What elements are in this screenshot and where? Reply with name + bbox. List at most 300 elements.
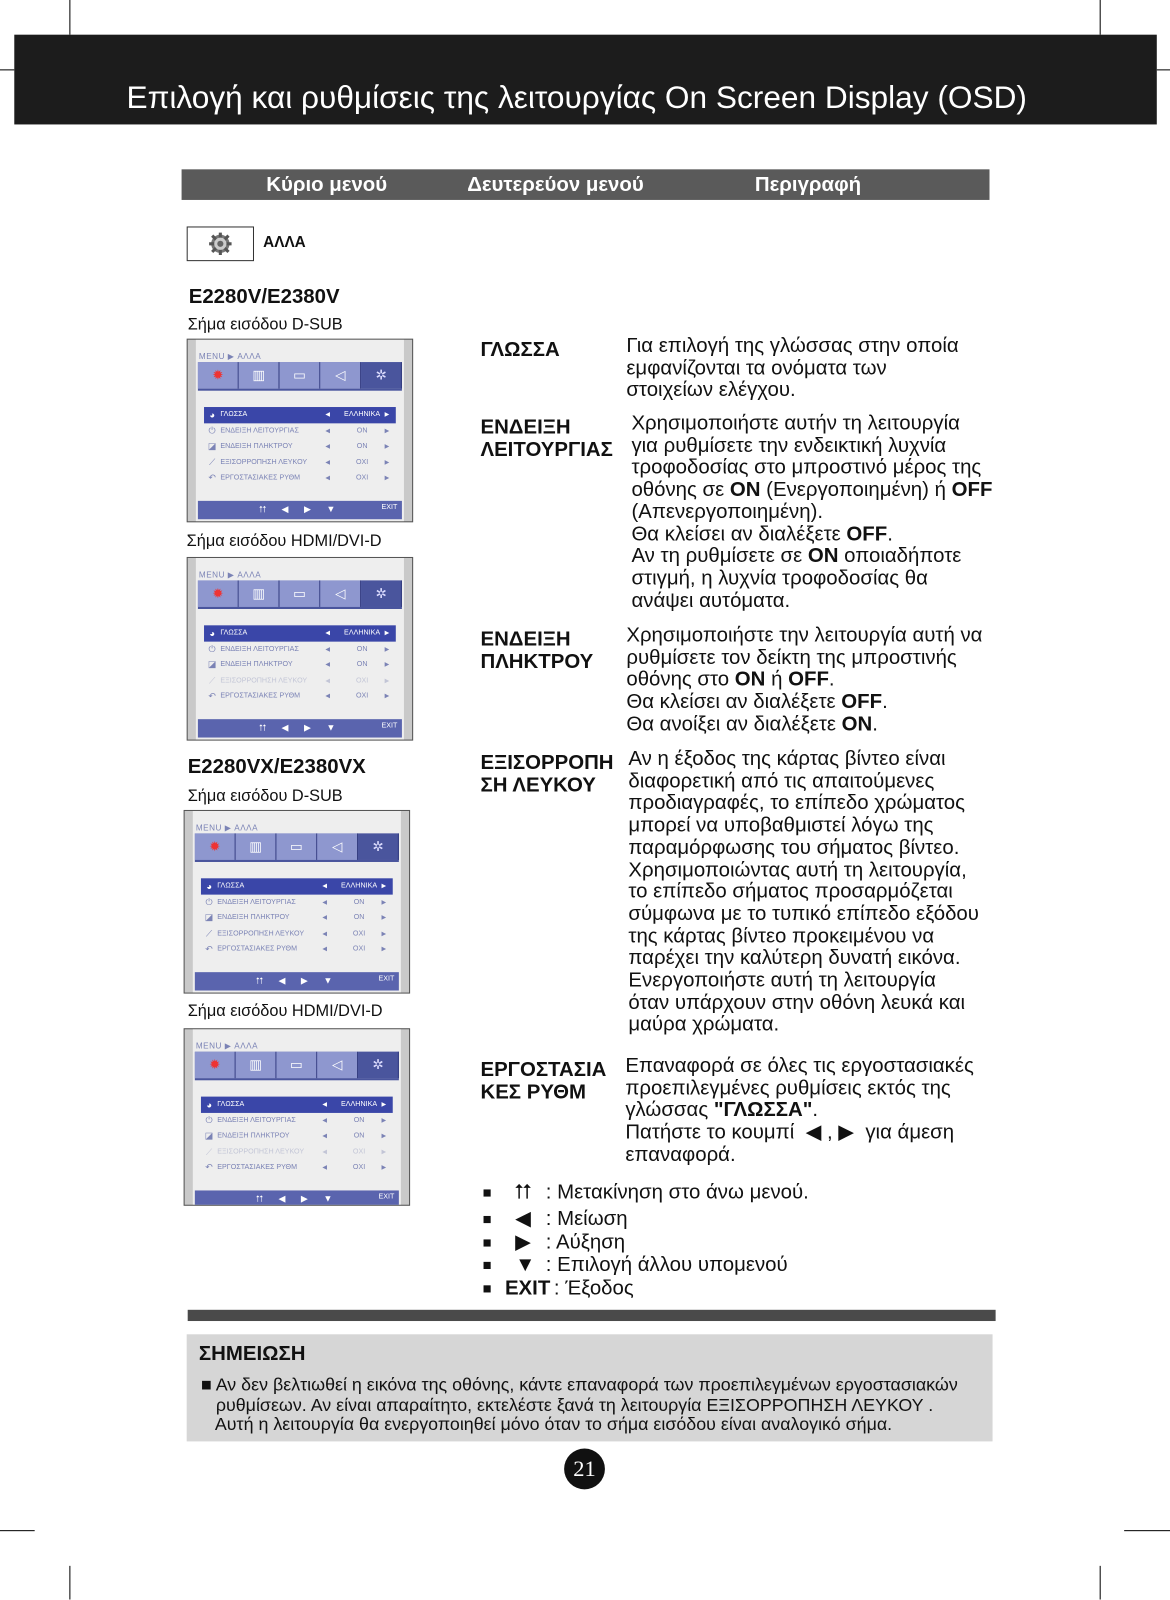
osd-row-name: ΕΝΔΕΙΞΗ ΛΕΙΤΟΥΡΓΙΑΣ bbox=[220, 427, 299, 435]
bold-text: ON bbox=[841, 712, 873, 736]
osd-row bbox=[201, 1112, 393, 1128]
legend-item bbox=[484, 1205, 628, 1231]
text: οθόνης στο bbox=[626, 668, 735, 692]
bold-text: "ΓΛΩΣΣΑ" bbox=[713, 1099, 813, 1122]
bold-text: OFF bbox=[788, 668, 829, 692]
right-arrow-icon: ▶ bbox=[300, 1193, 308, 1204]
left-arrow-icon: ◀ bbox=[322, 1101, 328, 1109]
text: εμφανίζονται τα ονόματα των bbox=[626, 356, 887, 380]
right-arrow-icon: ▶ bbox=[384, 646, 390, 653]
right-arrow-icon: ▶ bbox=[381, 899, 387, 906]
osd-row bbox=[204, 657, 396, 673]
osd-row-value: ΕΛΛΗΝΙΚΑ bbox=[341, 1100, 378, 1109]
left-arrow-icon: ◀ bbox=[322, 883, 328, 890]
submenu-description bbox=[626, 336, 958, 402]
left-arrow-icon: ◀ bbox=[325, 678, 331, 685]
brightness-icon: ✹ bbox=[195, 833, 236, 860]
exit-label: EXIT bbox=[381, 503, 398, 512]
model-name: E2280VX/E2380VX bbox=[187, 755, 366, 779]
submenu-description bbox=[625, 1056, 973, 1167]
osd-rows bbox=[201, 1097, 393, 1176]
legend-item bbox=[484, 1181, 809, 1204]
osd-row-value: ON bbox=[353, 914, 365, 922]
osd-row-value: ΟΧΙ bbox=[352, 1148, 366, 1156]
osd-rows bbox=[204, 407, 396, 486]
description-line bbox=[628, 749, 979, 771]
text: για ρυθμίσετε την ενδεικτική λυχνία bbox=[631, 434, 947, 457]
picture-icon: ▭ bbox=[280, 362, 321, 389]
text: Θα κλείσει αν διαλέξετε bbox=[631, 522, 847, 546]
crop-mark bbox=[1124, 1530, 1170, 1531]
osd-row-icon: ◪ bbox=[204, 912, 214, 923]
description-line bbox=[626, 358, 958, 380]
legend-item bbox=[484, 1277, 634, 1300]
osd-row-value: ON bbox=[356, 427, 368, 435]
term-line: ΣΗ ΛΕΥΚΟΥ bbox=[480, 774, 596, 797]
submenu-description bbox=[628, 749, 979, 1037]
osd-row-icon: ◕ bbox=[206, 881, 212, 892]
osd-row-value: ΕΛΛΗΝΙΚΑ bbox=[344, 411, 381, 419]
right-arrow-icon: ▶ bbox=[384, 662, 390, 669]
osd-row-name: ΕΞΙΣΟΡΡΟΠΗΣΗ ΛΕΥΚΟΥ bbox=[220, 458, 308, 466]
submenu-term bbox=[480, 339, 559, 361]
up-menu-icon: ⮅ bbox=[259, 503, 267, 515]
col-main-menu: Κύριο μενού bbox=[266, 173, 388, 196]
description-line bbox=[625, 1078, 973, 1100]
note-body bbox=[201, 1375, 958, 1435]
divider bbox=[188, 1310, 996, 1321]
term-line: ΕΡΓΟΣΤΑΣΙΑ bbox=[480, 1058, 607, 1082]
osd-row bbox=[201, 1128, 393, 1144]
osd-row-icon: ◕ bbox=[209, 409, 215, 421]
right-arrow-icon: ▶ bbox=[381, 883, 387, 890]
text: Θα ανοίξει αν διαλέξετε bbox=[626, 712, 842, 736]
osd-breadcrumb: MENU ▶ ΑΛΛΑ bbox=[195, 823, 259, 833]
osd-row-name: ΕΝΔΕΙΞΗ ΛΕΙΤΟΥΡΓΙΑΣ bbox=[220, 645, 299, 653]
legend-text: : Αύξηση bbox=[545, 1231, 626, 1254]
text: γλώσσας bbox=[625, 1099, 714, 1122]
osd-row-name: ΕΞΙΣΟΡΡΟΠΗΣΗ ΛΕΥΚΟΥ bbox=[220, 677, 308, 685]
osd-row-name: ΕΝΔΕΙΞΗ ΠΛΗΚΤΡΟΥ bbox=[217, 914, 290, 922]
bullet-icon bbox=[484, 1190, 491, 1197]
left-arrow-icon: ◀ bbox=[322, 1117, 328, 1124]
text: μπορεί να υποβαθμιστεί λόγω της bbox=[628, 814, 934, 837]
signal-label: Σήμα εισόδου HDMI/DVI-D bbox=[187, 1002, 383, 1021]
osd-row-name: ΓΛΩΣΣΑ bbox=[220, 629, 248, 637]
gear-icon bbox=[187, 226, 254, 261]
exit-label: EXIT bbox=[378, 975, 395, 983]
right-arrow-icon: ▶ bbox=[515, 1231, 531, 1254]
text: προεπιλεγμένες ρυθμίσεις εκτός της bbox=[625, 1076, 951, 1100]
osd-screen bbox=[193, 811, 401, 993]
text: σύμφωνα με το τυπικό επίπεδο εξόδου bbox=[628, 902, 979, 926]
osd-row-icon: ⟋ bbox=[208, 675, 216, 686]
right-arrow-icon: ▶ bbox=[381, 931, 387, 938]
osd-nav-bar bbox=[198, 501, 402, 519]
bold-text: OFF bbox=[951, 478, 993, 501]
osd-screen bbox=[196, 340, 404, 522]
osd-row-icon: ◪ bbox=[207, 440, 217, 452]
description-line bbox=[631, 568, 992, 590]
osd-row-name: ΕΝΔΕΙΞΗ ΠΛΗΚΤΡΟΥ bbox=[220, 442, 293, 451]
osd-row bbox=[204, 470, 396, 486]
description-line bbox=[628, 859, 979, 881]
osd-tab-bar bbox=[195, 1052, 399, 1079]
right-arrow-icon: ▶ bbox=[381, 915, 387, 922]
osd-tab-bar bbox=[198, 362, 402, 389]
settings-icon: ✲ bbox=[361, 362, 402, 389]
text: Για επιλογή της γλώσσας στην οποία bbox=[626, 334, 959, 358]
left-arrow-icon: ◀ bbox=[281, 722, 289, 733]
col-sub-menu: Δευτερεύον μενού bbox=[467, 173, 644, 196]
crop-mark bbox=[69, 1566, 70, 1600]
osd-row-value: ΕΛΛΗΝΙΚΑ bbox=[341, 882, 378, 890]
description-line bbox=[628, 904, 979, 926]
text: Αν η έξοδος της κάρτας βίντεο είναι bbox=[628, 747, 946, 771]
left-arrow-icon: ◀ bbox=[322, 946, 328, 954]
sound-icon: ◁ bbox=[317, 1052, 358, 1079]
submenu-term bbox=[480, 1059, 606, 1104]
description-line bbox=[628, 1014, 979, 1036]
left-arrow-icon: ◀ bbox=[325, 475, 331, 482]
description-line bbox=[628, 837, 979, 859]
right-arrow-icon: ▶ bbox=[381, 1133, 387, 1140]
brightness-icon: ✹ bbox=[198, 362, 239, 389]
osd-row bbox=[201, 1097, 393, 1113]
text: οθόνης σε bbox=[631, 478, 730, 501]
left-arrow-icon: ◀ bbox=[325, 630, 331, 637]
text: το επίπεδο σήματος προσαρμόζεται bbox=[628, 880, 953, 904]
osd-row bbox=[201, 1160, 393, 1176]
right-arrow-icon: ▶ bbox=[300, 975, 308, 986]
description-line bbox=[626, 714, 982, 736]
color-icon: ▥ bbox=[239, 362, 280, 389]
term-line: ΕΞΙΣΟΡΡΟΠΗ bbox=[480, 751, 614, 775]
model-name: E2280V/E2380V bbox=[188, 285, 340, 309]
osd-separator bbox=[195, 1078, 399, 1080]
description-line bbox=[626, 380, 958, 402]
osd-nav-bar bbox=[195, 972, 399, 990]
sound-icon: ◁ bbox=[317, 833, 358, 860]
picture-icon: ▭ bbox=[276, 1052, 317, 1079]
osd-rows bbox=[201, 878, 393, 957]
description-line bbox=[625, 1122, 973, 1144]
right-arrow-icon: ▶ bbox=[384, 459, 390, 466]
text: τροφοδοσίας στο μπροστινό μέρος της bbox=[631, 456, 982, 479]
left-arrow-icon: ◀ bbox=[325, 443, 331, 451]
text: ή bbox=[765, 668, 789, 692]
description-line bbox=[631, 590, 992, 612]
osd-separator bbox=[195, 860, 399, 862]
right-arrow-icon: ▶ bbox=[384, 412, 390, 419]
osd-row-name: ΕΡΓΟΣΤΑΣΙΑΚΕΣ ΡΥΘΜ bbox=[217, 1164, 298, 1172]
text: οποιαδήποτε bbox=[838, 544, 962, 568]
osd-screen bbox=[193, 1029, 401, 1204]
text: . bbox=[872, 712, 878, 736]
text: Χρησιμοποιήστε αυτήν τη λειτουργία bbox=[631, 412, 960, 435]
bold-text: OFF bbox=[846, 522, 888, 546]
signal-label: Σήμα εισόδου HDMI/DVI-D bbox=[186, 532, 382, 550]
osd-row-name: ΕΡΓΟΣΤΑΣΙΑΚΕΣ ΡΥΘΜ bbox=[220, 692, 301, 701]
category-label: ΑΛΛΑ bbox=[263, 233, 306, 251]
description-line bbox=[631, 546, 992, 568]
left-arrow-icon: ◀ bbox=[325, 693, 331, 701]
text: όταν υπάρχουν στην οθόνη λευκά και bbox=[628, 991, 966, 1014]
description-line bbox=[628, 793, 979, 815]
osd-row-value: ON bbox=[353, 1132, 365, 1140]
legend-text: : Μετακίνηση στο άνω μενού. bbox=[545, 1181, 809, 1204]
osd-tab-bar bbox=[195, 833, 399, 860]
osd-row-name: ΕΡΓΟΣΤΑΣΙΑΚΕΣ ΡΥΘΜ bbox=[217, 945, 298, 954]
exit-label: EXIT bbox=[381, 722, 398, 730]
text: (Ενεργοποιημένη) ή bbox=[760, 478, 952, 501]
settings-icon: ✲ bbox=[358, 833, 399, 860]
bold-text: OFF bbox=[841, 690, 883, 714]
note-line: ■ Αν δεν βελτιωθεί η εικόνα της οθόνης, κάντε επαναφορά των προεπιλεγμένων εργοστασιακών bbox=[200, 1374, 958, 1395]
osd-row bbox=[204, 641, 396, 657]
submenu-term bbox=[480, 752, 613, 797]
osd-tab-bar bbox=[198, 580, 402, 607]
left-arrow-icon: ◀ bbox=[325, 428, 331, 435]
bullet-icon bbox=[484, 1240, 491, 1247]
left-arrow-icon: ◀ bbox=[325, 412, 331, 419]
exit-label: EXIT bbox=[504, 1277, 551, 1300]
text: παραμόρφωσης του σήματος βίντεο. bbox=[628, 836, 960, 859]
description-line bbox=[628, 771, 979, 793]
description-line bbox=[628, 970, 979, 992]
note-box bbox=[187, 1334, 993, 1441]
left-arrow-icon: ◀ bbox=[322, 915, 328, 922]
osd-row-name: ΕΝΔΕΙΞΗ ΠΛΗΚΤΡΟΥ bbox=[217, 1132, 290, 1140]
text: Πατήστε το κουμπί ◀ , ▶ για άμεση bbox=[625, 1121, 955, 1144]
sound-icon: ◁ bbox=[320, 362, 361, 389]
exit-label: EXIT bbox=[378, 1193, 395, 1201]
note-title: ΣΗΜΕΙΩΣΗ bbox=[198, 1342, 306, 1365]
text: . bbox=[812, 1099, 819, 1122]
down-arrow-icon: ▼ bbox=[323, 975, 333, 986]
right-arrow-icon: ▶ bbox=[384, 443, 390, 451]
osd-row-icon: ◕ bbox=[209, 628, 215, 639]
submenu-description bbox=[626, 625, 982, 736]
osd-row bbox=[201, 942, 393, 958]
color-icon: ▥ bbox=[236, 833, 277, 860]
text: Θα κλείσει αν διαλέξετε bbox=[626, 690, 842, 714]
term-line: ΛΕΙΤΟΥΡΓΙΑΣ bbox=[480, 438, 613, 462]
description-line bbox=[631, 502, 992, 524]
bullet-icon bbox=[484, 1286, 491, 1293]
text: στιγμή, η λυχνία τροφοδοσίας θα bbox=[631, 567, 928, 590]
settings-icon: ✲ bbox=[358, 1052, 399, 1079]
osd-row bbox=[204, 407, 396, 423]
description-line bbox=[631, 413, 992, 435]
osd-row-value: ON bbox=[356, 645, 368, 653]
col-description: Περιγραφή bbox=[754, 173, 862, 196]
osd-row-icon: ↶ bbox=[208, 472, 217, 483]
right-arrow-icon: ▶ bbox=[384, 693, 390, 701]
osd-breadcrumb: MENU ▶ ΑΛΛΑ bbox=[195, 1041, 259, 1051]
osd-row-icon: ↶ bbox=[208, 690, 217, 702]
description-line bbox=[628, 882, 979, 904]
osd-row bbox=[204, 625, 396, 641]
description-line bbox=[628, 926, 979, 948]
legend-text: : Μείωση bbox=[545, 1207, 628, 1230]
osd-row-name: ΕΞΙΣΟΡΡΟΠΗΣΗ ΛΕΥΚΟΥ bbox=[217, 1148, 305, 1156]
right-arrow-icon: ▶ bbox=[381, 1149, 387, 1156]
left-arrow-icon: ◀ bbox=[322, 1165, 328, 1172]
left-arrow-icon: ◀ bbox=[325, 459, 331, 466]
text: Χρησιμοποιήστε την λειτουργία αυτή να bbox=[626, 624, 983, 647]
osd-row-name: ΕΡΓΟΣΤΑΣΙΑΚΕΣ ΡΥΘΜ bbox=[220, 474, 301, 482]
crop-mark bbox=[1157, 69, 1170, 70]
up-menu-icon: ⮅ bbox=[515, 1181, 532, 1204]
signal-label: Σήμα εισόδου D-SUB bbox=[187, 787, 343, 805]
osd-row bbox=[201, 1144, 393, 1160]
up-menu-icon: ⮅ bbox=[256, 975, 264, 986]
osd-row-icon: ⟋ bbox=[205, 1146, 213, 1157]
osd-row-name: ΓΛΩΣΣΑ bbox=[217, 882, 245, 890]
osd-row-icon: ⏻ bbox=[205, 1114, 213, 1125]
osd-row bbox=[204, 454, 396, 470]
submenu-term bbox=[480, 416, 612, 461]
description-line bbox=[625, 1144, 973, 1166]
left-arrow-icon: ◀ bbox=[322, 1133, 328, 1140]
text: Αν τη ρυθμίσετε σε bbox=[631, 544, 808, 568]
text: . bbox=[828, 668, 835, 692]
brightness-icon: ✹ bbox=[195, 1052, 236, 1079]
description-line bbox=[628, 815, 979, 837]
description-line bbox=[625, 1056, 973, 1078]
osd-row-icon: ◪ bbox=[207, 659, 217, 670]
osd-row bbox=[204, 439, 396, 455]
osd-row bbox=[204, 689, 396, 705]
osd-row-value: ΟΧΙ bbox=[355, 677, 369, 685]
color-icon: ▥ bbox=[236, 1052, 277, 1079]
description-line bbox=[626, 336, 958, 358]
left-arrow-icon: ◀ bbox=[322, 1149, 328, 1156]
submenu-description bbox=[631, 413, 992, 612]
description-line bbox=[625, 1100, 973, 1122]
right-arrow-icon: ▶ bbox=[384, 678, 390, 685]
settings-icon: ✲ bbox=[361, 580, 402, 607]
text: (Απενεργοποιημένη). bbox=[631, 500, 824, 524]
table-header bbox=[182, 169, 990, 200]
color-icon: ▥ bbox=[239, 580, 280, 607]
picture-icon: ▭ bbox=[280, 580, 321, 607]
osd-menu-screenshot bbox=[187, 557, 413, 741]
term-line: ΓΛΩΣΣΑ bbox=[480, 338, 560, 362]
up-menu-icon: ⮅ bbox=[259, 722, 267, 733]
down-arrow-icon: ▼ bbox=[326, 722, 336, 733]
text: επαναφορά. bbox=[625, 1143, 736, 1166]
note-line: Αυτή η λειτουργία θα ενεργοποιηθεί μόνο όταν το σήμα εισόδου είναι αναλογικό σήμα. bbox=[200, 1413, 893, 1435]
bold-text: ON bbox=[729, 478, 761, 501]
osd-row-value: ΟΧΙ bbox=[352, 930, 366, 938]
legend-item bbox=[484, 1253, 788, 1276]
description-line bbox=[631, 435, 992, 457]
osd-row bbox=[204, 673, 396, 689]
left-arrow-icon: ◀ bbox=[278, 1193, 286, 1204]
page-number: 21 bbox=[564, 1449, 605, 1490]
left-arrow-icon: ◀ bbox=[278, 975, 286, 986]
osd-row-icon: ⟋ bbox=[208, 456, 216, 467]
osd-nav-bar bbox=[198, 719, 402, 737]
description-line bbox=[631, 480, 992, 502]
right-arrow-icon: ▶ bbox=[381, 1101, 387, 1109]
osd-row-value: ON bbox=[353, 1116, 365, 1124]
description-line bbox=[626, 692, 982, 714]
bullet-icon bbox=[484, 1262, 491, 1269]
osd-row bbox=[201, 878, 393, 894]
description-line bbox=[631, 457, 992, 479]
signal-label: Σήμα εισόδου D-SUB bbox=[187, 316, 343, 334]
text: Επαναφορά σε όλες τις εργοστασιακές bbox=[625, 1054, 974, 1078]
left-arrow-icon: ◀ bbox=[322, 899, 328, 906]
text: ανάψει αυτόματα. bbox=[631, 589, 791, 612]
osd-row-name: ΕΞΙΣΟΡΡΟΠΗΣΗ ΛΕΥΚΟΥ bbox=[217, 930, 305, 938]
osd-row-icon: ⟋ bbox=[205, 928, 213, 939]
text: Ενεργοποιήστε αυτή τη λειτουργία bbox=[628, 969, 936, 992]
osd-row-icon: ⏻ bbox=[208, 425, 216, 436]
osd-row-name: ΕΝΔΕΙΞΗ ΛΕΙΤΟΥΡΓΙΑΣ bbox=[217, 1116, 296, 1124]
osd-row bbox=[201, 910, 393, 926]
description-line bbox=[626, 647, 982, 669]
down-arrow-icon: ▼ bbox=[515, 1253, 536, 1276]
up-menu-icon: ⮅ bbox=[256, 1193, 264, 1204]
submenu-term bbox=[480, 628, 593, 673]
term-line: ΠΛΗΚΤΡΟΥ bbox=[480, 650, 594, 674]
osd-row-name: ΕΝΔΕΙΞΗ ΛΕΙΤΟΥΡΓΙΑΣ bbox=[217, 898, 296, 906]
osd-row-value: ON bbox=[356, 442, 368, 451]
crop-mark bbox=[69, 0, 70, 35]
right-arrow-icon: ▶ bbox=[381, 946, 387, 954]
text: ρυθμίσετε τον δείκτη της μπροστινής bbox=[626, 646, 957, 669]
osd-screen bbox=[196, 558, 404, 740]
left-arrow-icon: ◀ bbox=[281, 503, 289, 515]
description-line bbox=[626, 625, 982, 647]
text: . bbox=[882, 690, 888, 714]
page-title: Επιλογή και ρυθμίσεις της λειτουργίας On Screen Display (OSD) bbox=[126, 79, 1027, 116]
osd-row-value: ON bbox=[356, 661, 368, 669]
description-line bbox=[628, 948, 979, 970]
right-arrow-icon: ▶ bbox=[381, 1165, 387, 1172]
text: μαύρα χρώματα. bbox=[628, 1013, 780, 1036]
osd-row-icon: ◕ bbox=[206, 1099, 212, 1110]
osd-row bbox=[201, 926, 393, 942]
text: Χρησιμοποιώντας αυτή τη λειτουργία, bbox=[628, 858, 967, 881]
osd-breadcrumb: MENU ▶ ΑΛΛΑ bbox=[198, 351, 262, 362]
osd-separator bbox=[198, 607, 402, 609]
osd-row-icon: ⏻ bbox=[208, 643, 216, 654]
osd-row-icon: ◪ bbox=[204, 1130, 214, 1141]
text: παρέχει την καλύτερη δυνατή εικόνα. bbox=[628, 946, 961, 970]
term-line: ΕΝΔΕΙΞΗ bbox=[480, 416, 571, 439]
osd-row-name: ΕΝΔΕΙΞΗ ΠΛΗΚΤΡΟΥ bbox=[220, 661, 293, 669]
osd-menu-screenshot bbox=[184, 810, 410, 994]
text: στοιχείων ελέγχου. bbox=[626, 378, 796, 402]
legend-item bbox=[484, 1229, 626, 1255]
right-arrow-icon: ▶ bbox=[384, 630, 390, 637]
osd-rows bbox=[204, 625, 396, 704]
left-arrow-icon: ◀ bbox=[515, 1207, 531, 1230]
osd-row-name: ΓΛΩΣΣΑ bbox=[220, 411, 248, 419]
sound-icon: ◁ bbox=[320, 580, 361, 607]
picture-icon: ▭ bbox=[276, 833, 317, 860]
bullet-icon bbox=[484, 1216, 491, 1223]
term-line: ΕΝΔΕΙΞΗ bbox=[480, 628, 571, 651]
description-line bbox=[626, 670, 982, 692]
osd-row-name: ΓΛΩΣΣΑ bbox=[217, 1100, 245, 1109]
osd-nav-bar bbox=[195, 1190, 399, 1205]
